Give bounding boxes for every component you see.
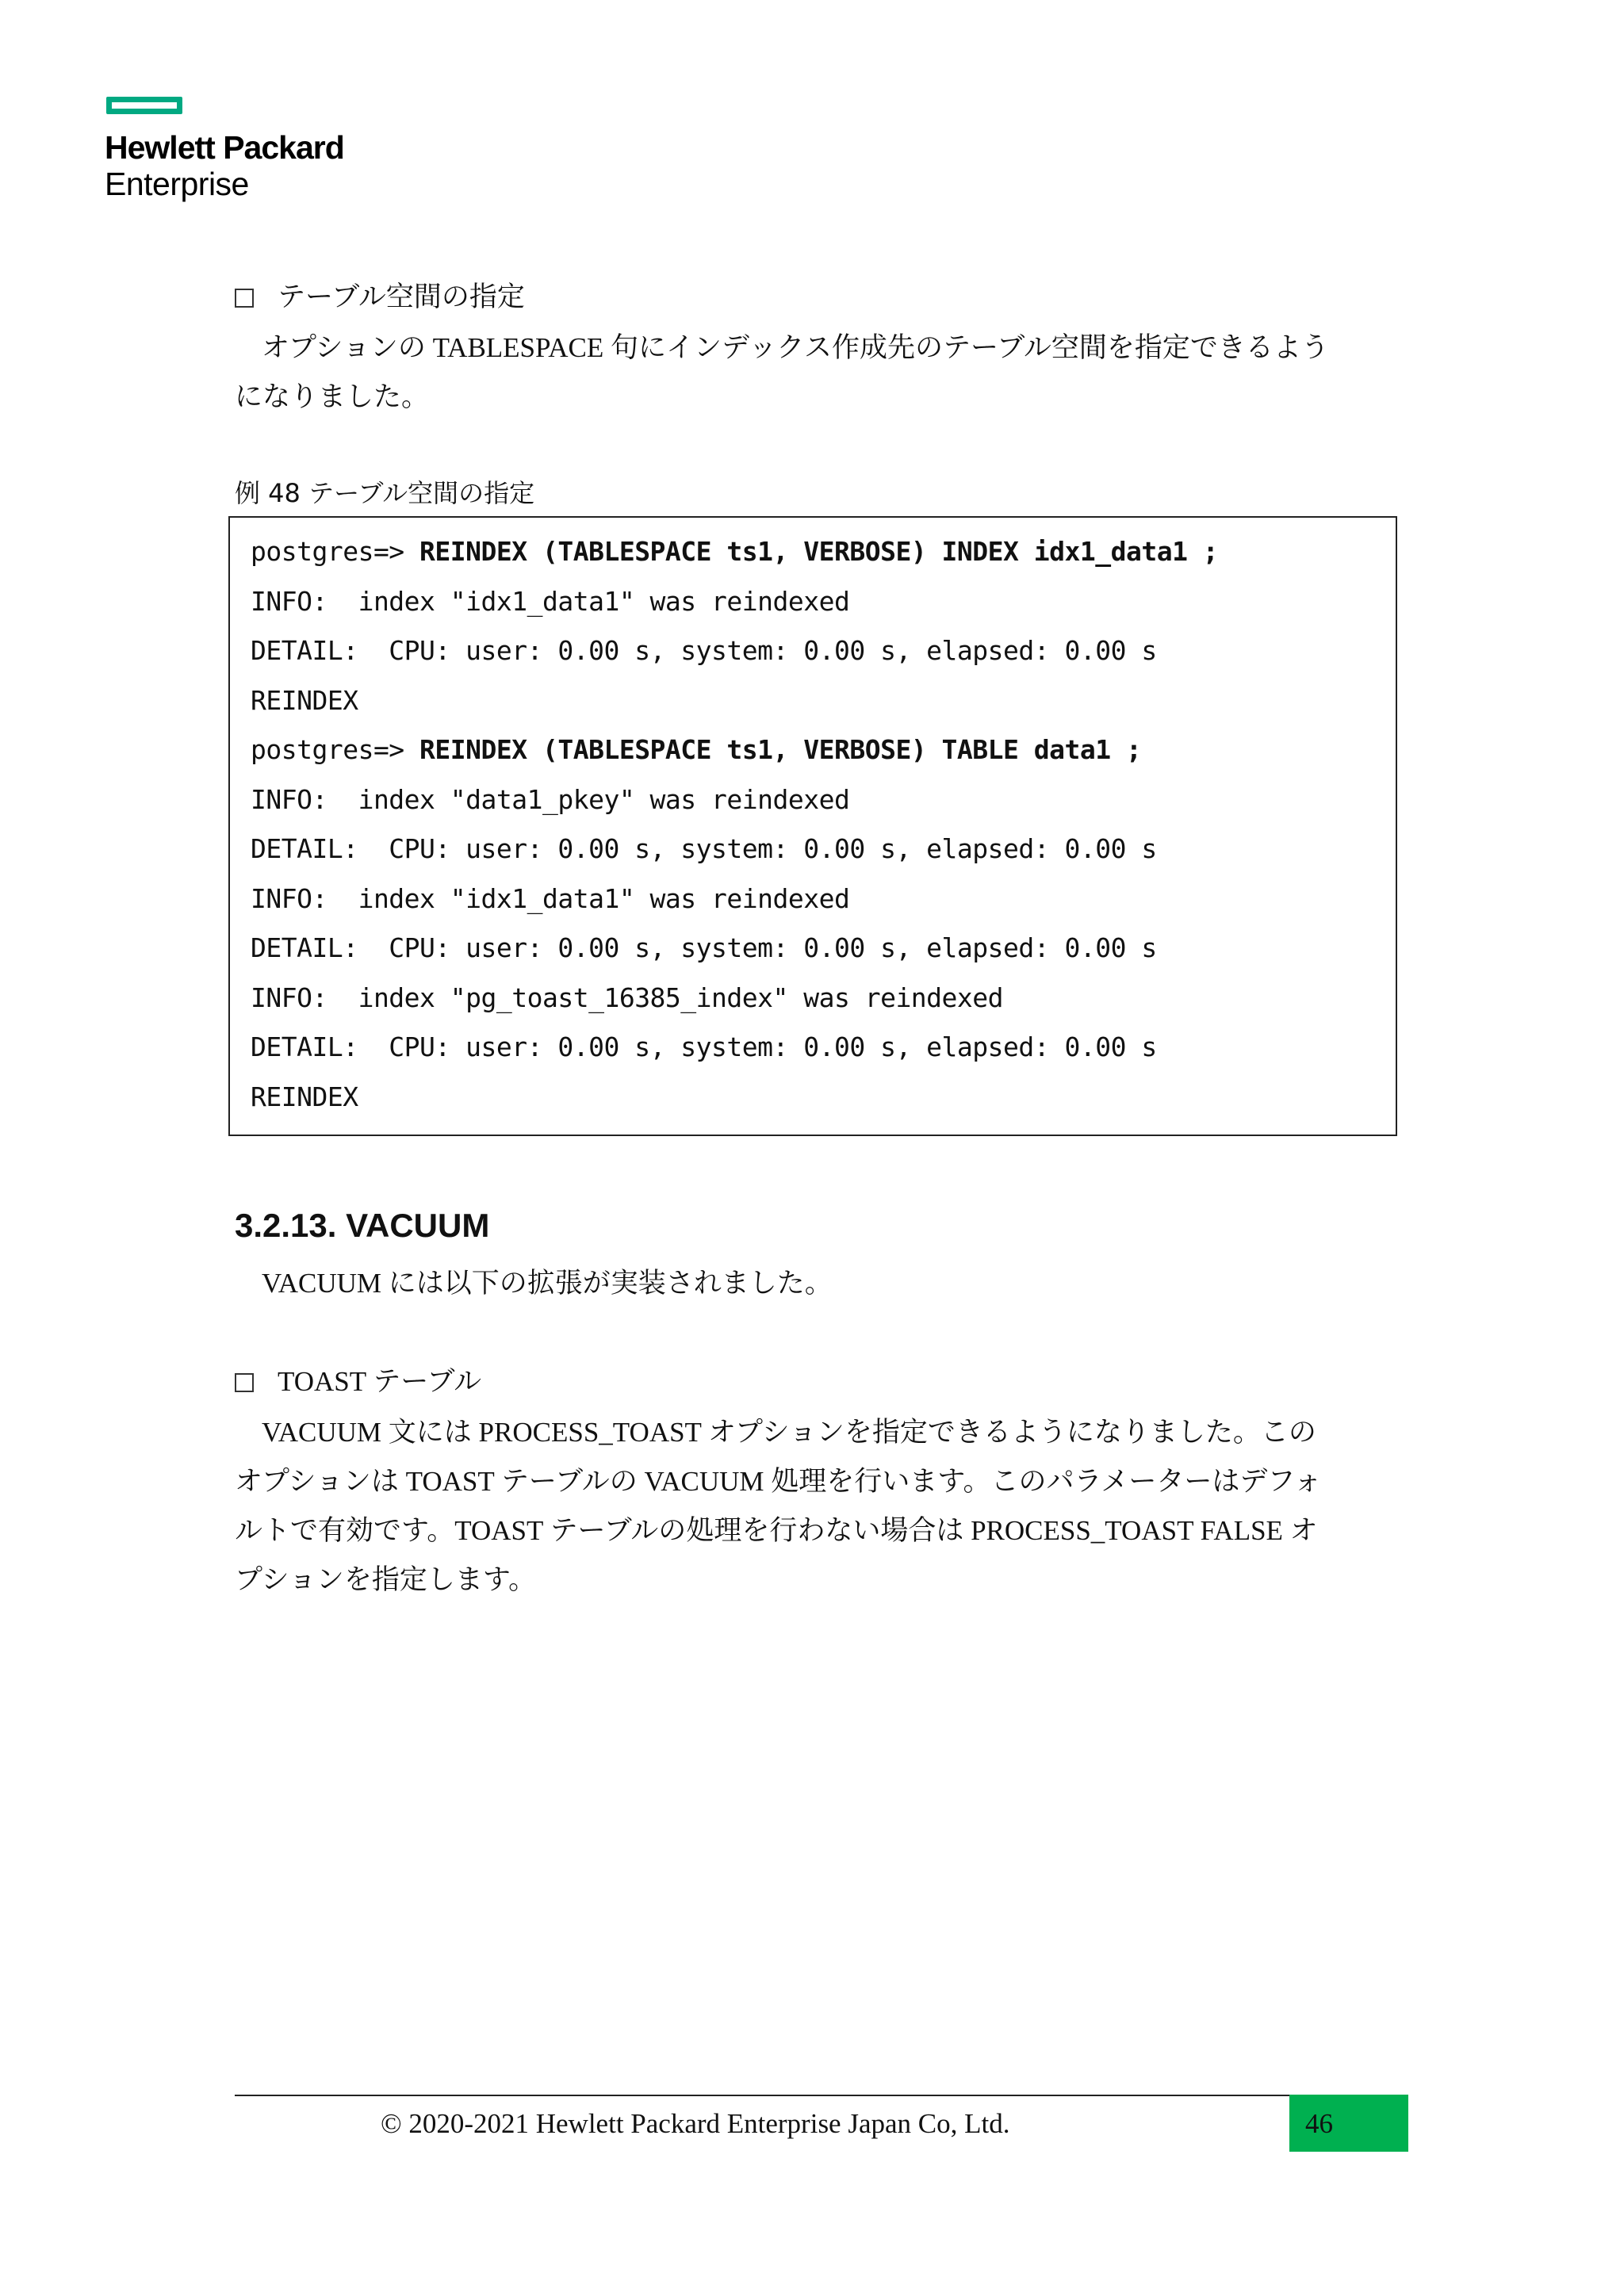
code-line: DETAIL: CPU: user: 0.00 s, system: 0.00 s, elapsed: 0.00 s — [251, 833, 1157, 864]
code-line: DETAIL: CPU: user: 0.00 s, system: 0.00 s, elapsed: 0.00 s — [251, 1031, 1157, 1062]
code-line: REINDEX — [251, 1081, 358, 1112]
code-line: INFO: index "idx1_data1" was reindexed — [251, 586, 850, 617]
paragraph-line: になりました。 — [235, 381, 430, 412]
code-line: postgres=> REINDEX (TABLESPACE ts1, VERBOSE) TABLE data1 ; — [251, 734, 1142, 765]
logo-text-line1: Hewlett Packard — [105, 129, 344, 166]
checkbox-icon — [235, 1373, 254, 1392]
paragraph-line: VACUUM 文には PROCESS_TOAST オプションを指定できるようになりました。この — [262, 1417, 1316, 1448]
hpe-logo-bar — [106, 97, 182, 114]
code-line: INFO: index "data1_pkey" was reindexed — [251, 784, 850, 815]
paragraph-line: オプションは TOAST テーブルの VACUUM 処理を行います。このパラメーターはデフォ — [235, 1466, 1322, 1497]
code-line: postgres=> REINDEX (TABLESPACE ts1, VERBOSE) INDEX idx1_data1 ; — [251, 536, 1219, 567]
section-title-toast: TOAST テーブル — [235, 1357, 481, 1406]
code-line: DETAIL: CPU: user: 0.00 s, system: 0.00 s, elapsed: 0.00 s — [251, 635, 1157, 666]
code-block — [228, 516, 1397, 1136]
section-title-tablespace: テーブル空間の指定 — [235, 273, 525, 322]
paragraph-line: オプションの TABLESPACE 句にインデックス作成先のテーブル空間を指定できるよう — [262, 332, 1329, 363]
example-caption: 例 48 テーブル空間の指定 — [235, 478, 535, 508]
paragraph-line: プションを指定します。 — [235, 1564, 537, 1595]
code-line: INFO: index "pg_toast_16385_index" was reindexed — [251, 982, 1004, 1013]
code-line: INFO: index "idx1_data1" was reindexed — [251, 883, 850, 914]
footer-copyright: © 2020-2021 Hewlett Packard Enterprise Japan Co, Ltd. — [381, 2108, 1010, 2139]
footer-divider — [235, 2095, 1408, 2096]
checkbox-icon — [235, 289, 254, 308]
logo-text-line2: Enterprise — [105, 166, 249, 202]
page-number: 46 — [1305, 2108, 1333, 2139]
paragraph-line: ルトで有効です。TOAST テーブルの処理を行わない場合は PROCESS_TOAST FALSE オ — [235, 1515, 1318, 1546]
paragraph-line: VACUUM には以下の拡張が実装されました。 — [262, 1268, 833, 1299]
section-heading-vacuum: 3.2.13. VACUUM — [235, 1207, 490, 1244]
code-line: REINDEX — [251, 685, 358, 716]
code-line: DETAIL: CPU: user: 0.00 s, system: 0.00 s, elapsed: 0.00 s — [251, 932, 1157, 963]
page-number-badge — [1289, 2095, 1408, 2152]
